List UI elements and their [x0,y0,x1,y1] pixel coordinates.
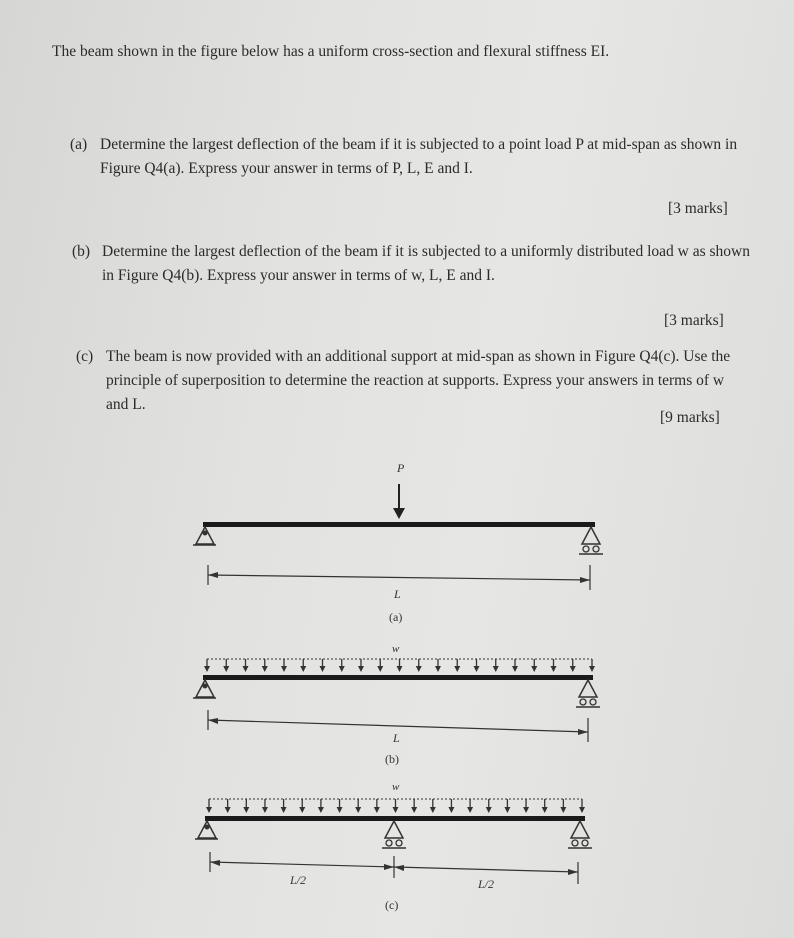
question-a-text: Determine the largest deflection of the beam if it is subjected to a point load P at mid-span as shown in Figure Q4(a). Express your answer in terms of P, L, E and I. [100,136,738,177]
figure-c-roller-support-right [568,821,592,848]
udl-arrow-head [448,807,454,813]
figure-a-caption: (a) [389,610,403,624]
figure-a [193,461,603,624]
udl-arrow-head [204,666,210,672]
figure-b-span-label: L [393,731,400,745]
figure-a-load-label: P [397,461,405,475]
udl-arrow-head [454,666,460,672]
udl-arrow-head [542,807,548,813]
udl-arrow-head [486,807,492,813]
figure-c [195,781,592,912]
udl-arrow-head [320,666,326,672]
figure-c-dimension-line [210,852,578,884]
udl-arrow-head [281,807,287,813]
figure-b-caption: (b) [385,752,399,766]
figure-c-caption: (c) [385,898,399,912]
question-b-marks: [3 marks] [664,312,724,329]
figure-a-pin-support-left [193,527,216,545]
udl-arrow-head [416,666,422,672]
question-c-label: (c) [76,348,94,365]
udl-arrow-head [467,807,473,813]
figure-c-span-right-label: L/2 [478,877,495,891]
udl-arrow-head [393,807,399,813]
question-a-marks: [3 marks] [668,200,728,217]
udl-arrow-head [435,666,441,672]
udl-arrow-head [512,666,518,672]
udl-arrow-head [397,666,403,672]
figure-b-beam [203,675,593,680]
udl-arrow-head [493,666,499,672]
udl-arrow-head [299,807,305,813]
udl-arrow-head [300,666,306,672]
figure-c-distributed-load [206,799,585,813]
udl-arrow-head [474,666,480,672]
udl-arrow-head [355,807,361,813]
udl-arrow-head [504,807,510,813]
question-a-label: (a) [70,136,88,153]
udl-arrow-head [560,807,566,813]
udl-arrow-head [377,666,383,672]
figure-b-distributed-load [204,659,595,672]
figure-a-span-label: L [394,587,401,601]
udl-arrow-head [358,666,364,672]
udl-arrow-head [570,666,576,672]
figure-c-beam [205,816,585,821]
udl-arrow-head [243,807,249,813]
question-c-marks: [9 marks] [660,409,720,426]
question-b-label: (b) [72,243,91,260]
figure-c-load-label: w [392,781,400,793]
udl-arrow-head [551,666,557,672]
udl-arrow-head [589,666,595,672]
figure-c-pin-support-left [195,821,218,839]
udl-arrow-head [206,807,212,813]
udl-arrow-head [579,807,585,813]
udl-arrow-head [374,807,380,813]
udl-arrow-head [262,666,268,672]
udl-arrow-head [225,807,231,813]
udl-arrow-head [430,807,436,813]
figure-a-arrowhead [393,508,405,519]
question-c-text: The beam is now provided with an additional support at mid-span as shown in Figure Q4(c). Use the principle of superposition to determine the reaction at supports. Express your answers in terms of w and L. [106,348,731,413]
udl-arrow-head [411,807,417,813]
udl-arrow-head [339,666,345,672]
figure-b-pin-support-left [193,680,216,698]
figure-a-beam [203,522,595,527]
udl-arrow-head [523,807,529,813]
udl-arrow-head [243,666,249,672]
question-b-text: Determine the largest deflection of the beam if it is subjected to a uniformly distributed load w as shown in Figure Q4(b). Express your answer in terms of w, L, E and I. [102,243,750,284]
udl-arrow-head [281,666,287,672]
intro-paragraph: The beam shown in the figure below has a uniform cross-section and flexural stiffness EI. [52,43,610,60]
figure-b-roller-support-right [576,680,600,707]
udl-arrow-head [223,666,229,672]
figure-c-span-left-label: L/2 [290,873,307,887]
figure-a-roller-support-right [579,527,603,554]
figure-b-load-label: w [392,643,400,655]
udl-arrow-head [337,807,343,813]
udl-arrow-head [531,666,537,672]
udl-arrow-head [262,807,268,813]
figure-c-roller-support-mid [382,821,406,848]
udl-arrow-head [318,807,324,813]
figure-b [193,643,600,766]
